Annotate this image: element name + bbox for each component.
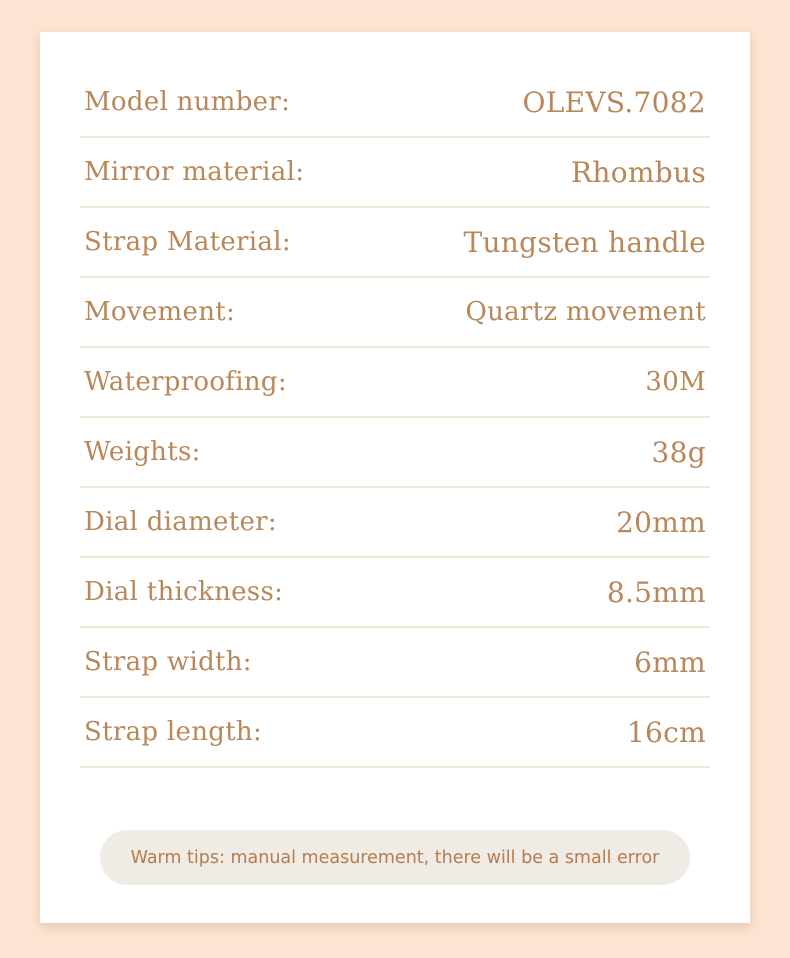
spec-row-strap-length: [80, 698, 710, 768]
spec-value: 16cm: [626, 715, 706, 749]
spec-value: 6mm: [634, 645, 706, 679]
spec-value: Tungsten handle: [463, 225, 706, 259]
spec-value: Rhombus: [571, 155, 706, 189]
spec-label: Mirror material:: [84, 157, 305, 187]
spec-card: [40, 32, 750, 923]
spec-row-model-number: [80, 68, 710, 138]
spec-row-weights: [80, 418, 710, 488]
spec-value: 8.5mm: [606, 575, 706, 609]
spec-value: 20mm: [616, 505, 706, 539]
spec-label: Dial thickness:: [84, 577, 284, 607]
spec-value: OLEVS.7082: [522, 85, 706, 119]
spec-value: 30M: [645, 367, 706, 397]
spec-row-mirror-material: [80, 138, 710, 208]
spec-row-dial-diameter: [80, 488, 710, 558]
spec-row-strap-material: [80, 208, 710, 278]
spec-label: Dial diameter:: [84, 507, 277, 537]
spec-label: Waterproofing:: [84, 367, 287, 397]
spec-row-waterproofing: [80, 348, 710, 418]
spec-label: Weights:: [84, 437, 201, 467]
spec-label: Model number:: [84, 87, 291, 117]
spec-row-strap-width: [80, 628, 710, 698]
warm-tip-badge: Warm tips: manual measurement, there will be a small error: [100, 830, 690, 885]
spec-label: Strap length:: [84, 717, 263, 747]
spec-label: Movement:: [84, 297, 236, 327]
spec-value: Quartz movement: [465, 297, 706, 327]
spec-label: Strap Material:: [84, 227, 291, 257]
spec-row-dial-thickness: [80, 558, 710, 628]
spec-value: 38g: [651, 435, 706, 469]
spec-table: [80, 68, 710, 768]
spec-label: Strap width:: [84, 647, 252, 677]
spec-row-movement: [80, 278, 710, 348]
